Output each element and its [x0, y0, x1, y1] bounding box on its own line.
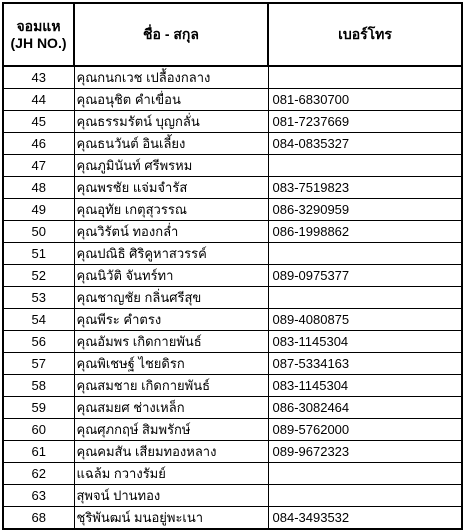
row-phone: 089-0975377	[268, 265, 462, 287]
row-phone	[268, 66, 462, 89]
row-phone: 083-7519823	[268, 177, 462, 199]
table-row	[3, 485, 462, 507]
number-header-thai: จอมแห	[16, 17, 61, 34]
table-row	[3, 66, 462, 89]
row-phone: 084-3493532	[268, 507, 462, 530]
number-column-header	[3, 3, 74, 66]
row-name: คุณสมยศ ช่างเหล็ก	[74, 397, 268, 419]
row-name: คุณชาญชัย กลิ่นศรีสุข	[74, 287, 268, 309]
row-number: 47	[3, 155, 74, 177]
row-phone	[268, 485, 462, 507]
row-name: คุณพีระ คำตรง	[74, 309, 268, 331]
table-body	[3, 66, 462, 529]
row-number: 46	[3, 133, 74, 155]
row-phone: 089-9672323	[268, 441, 462, 463]
row-phone	[268, 287, 462, 309]
table-row	[3, 199, 462, 221]
number-header-english: (JH NO.)	[10, 34, 67, 51]
row-number: 58	[3, 375, 74, 397]
row-name: แฉล้ม กวางรัมย์	[74, 463, 268, 485]
row-phone	[268, 155, 462, 177]
row-number: 45	[3, 111, 74, 133]
row-name: คุณธนวันต์ อินเลี้ยง	[74, 133, 268, 155]
row-phone: 086-1998862	[268, 221, 462, 243]
row-name: คุณนิวัติ จันทร์ทา	[74, 265, 268, 287]
table-row	[3, 397, 462, 419]
row-phone: 084-0835327	[268, 133, 462, 155]
row-number: 62	[3, 463, 74, 485]
row-name: คุณอุทัย เกตุสุวรรณ	[74, 199, 268, 221]
row-number: 56	[3, 331, 74, 353]
row-number: 48	[3, 177, 74, 199]
table-row	[3, 375, 462, 397]
table-row	[3, 265, 462, 287]
table-row	[3, 419, 462, 441]
row-number: 52	[3, 265, 74, 287]
row-phone	[268, 243, 462, 265]
table-row	[3, 441, 462, 463]
row-number: 43	[3, 66, 74, 89]
row-name: คุณอัมพร เกิดกายพันธ์	[74, 331, 268, 353]
phone-column-header: เบอร์โทร	[268, 3, 462, 66]
row-number: 61	[3, 441, 74, 463]
row-phone: 087-5334163	[268, 353, 462, 375]
row-name: คุณพิเชษฐ์ ไชยดิรก	[74, 353, 268, 375]
row-number: 59	[3, 397, 74, 419]
row-name: คุณอนุชิต คำเขื่อน	[74, 89, 268, 111]
row-name: คุณภูมินันท์ ศรีพรหม	[74, 155, 268, 177]
roster-table	[2, 2, 463, 530]
row-phone: 086-3290959	[268, 199, 462, 221]
table-row	[3, 111, 462, 133]
row-number: 53	[3, 287, 74, 309]
table-row	[3, 89, 462, 111]
table-row	[3, 287, 462, 309]
table-row	[3, 243, 462, 265]
row-phone: 089-5762000	[268, 419, 462, 441]
row-name: คุณคมสัน เสียมทองหลาง	[74, 441, 268, 463]
table-row	[3, 177, 462, 199]
row-name: คุณกนกเวช เปลื้องกลาง	[74, 66, 268, 89]
row-number: 49	[3, 199, 74, 221]
table-row	[3, 221, 462, 243]
table-row	[3, 331, 462, 353]
row-number: 54	[3, 309, 74, 331]
row-name: คุณวิรัตน์ ทองกล่ำ	[74, 221, 268, 243]
row-number: 60	[3, 419, 74, 441]
row-number: 57	[3, 353, 74, 375]
table-row	[3, 463, 462, 485]
row-phone: 089-4080875	[268, 309, 462, 331]
row-name: คุณพรชัย แจ่มจำรัส	[74, 177, 268, 199]
table-row	[3, 309, 462, 331]
row-phone: 086-3082464	[268, 397, 462, 419]
row-number: 50	[3, 221, 74, 243]
row-number: 51	[3, 243, 74, 265]
row-number: 44	[3, 89, 74, 111]
row-phone: 083-1145304	[268, 375, 462, 397]
row-name: คุณปณิธิ ศิริคูหาสวรรค์	[74, 243, 268, 265]
row-name: สุพจน์ ปานทอง	[74, 485, 268, 507]
row-phone: 083-1145304	[268, 331, 462, 353]
row-number: 68	[3, 507, 74, 530]
row-phone: 081-7237669	[268, 111, 462, 133]
row-name: คุณธรรมรัตน์ บุญกลั่น	[74, 111, 268, 133]
row-name: ชุริพันฒน์ มนอยู่พะเนา	[74, 507, 268, 530]
row-phone: 081-6830700	[268, 89, 462, 111]
name-column-header: ชื่อ - สกุล	[74, 3, 268, 66]
header-row	[3, 3, 462, 66]
table-row	[3, 133, 462, 155]
table-row	[3, 155, 462, 177]
table-row	[3, 353, 462, 375]
row-name: คุณศุภกฤษ์ สิมพรักษ์	[74, 419, 268, 441]
row-name: คุณสมชาย เกิดกายพันธ์	[74, 375, 268, 397]
row-number: 63	[3, 485, 74, 507]
row-phone	[268, 463, 462, 485]
